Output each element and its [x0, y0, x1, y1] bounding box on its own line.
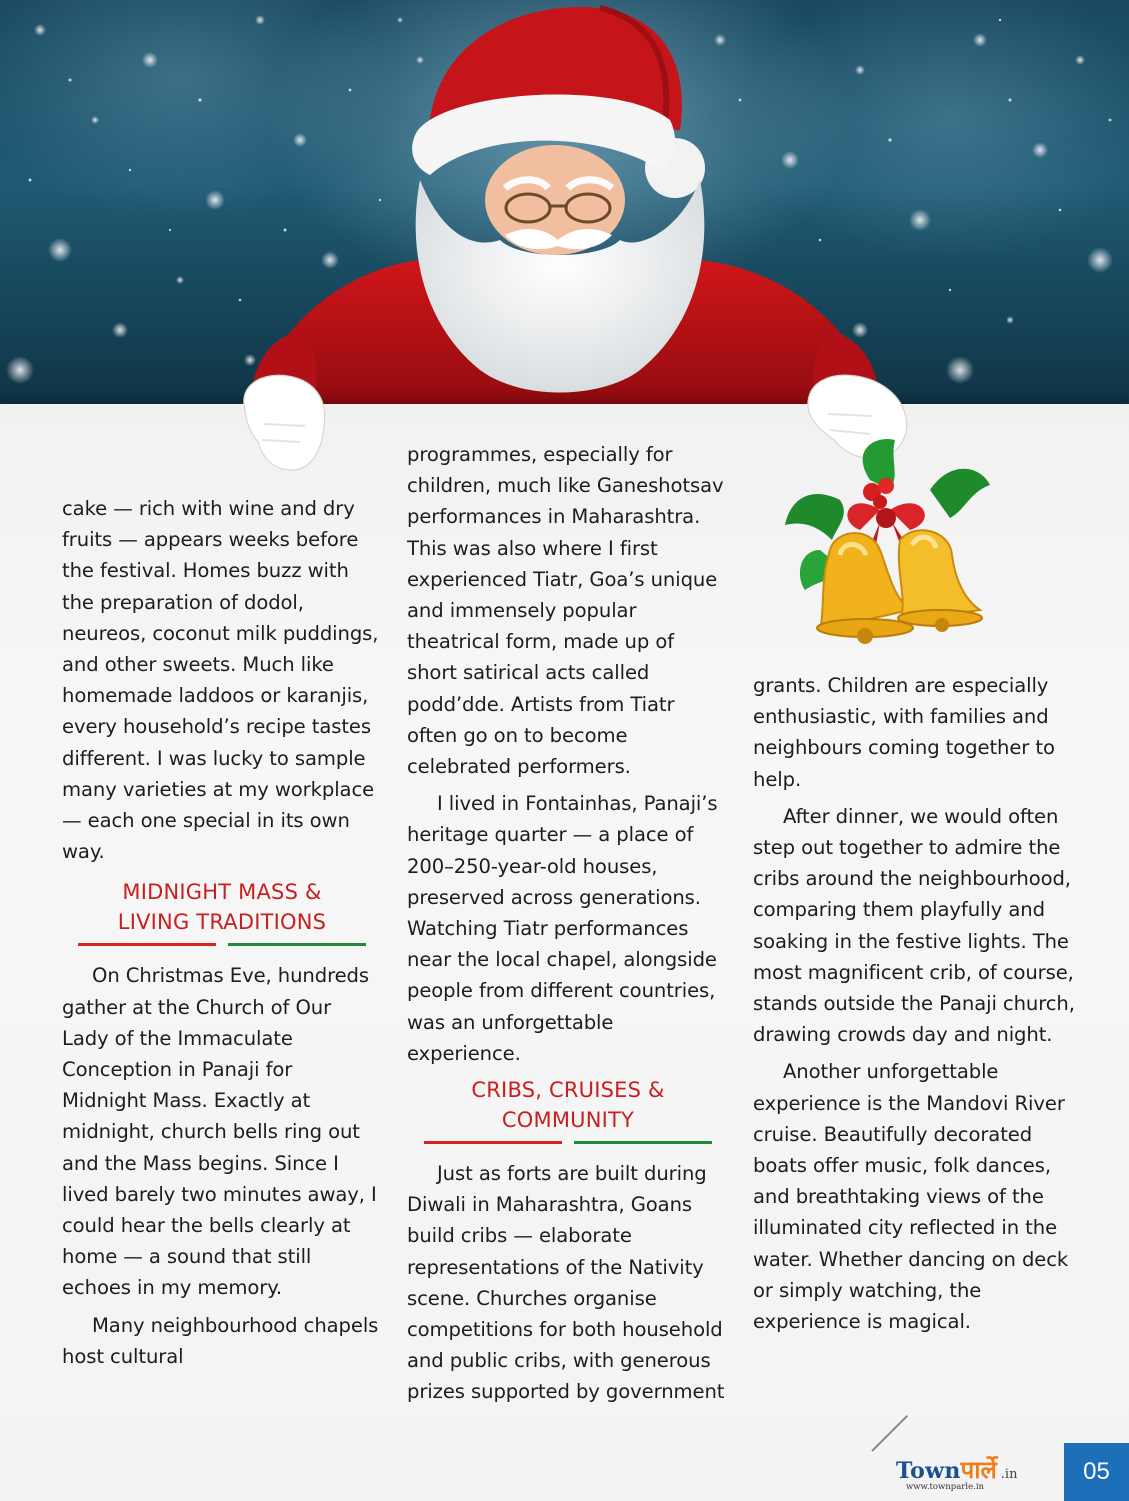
logo-word: Town	[896, 1458, 961, 1484]
divider-green	[228, 943, 366, 946]
paragraph: Another unforgettable experience is the Mandovi River cruise. Beautifully decorated boats offer music, folk dances, and breathtaking views of the illuminated city reflected in the water. Whether dancing on deck or simply watching, the experience is magical.	[753, 1060, 1069, 1334]
paragraph: cake — rich with wine and dry fruits — appears weeks before the festival. Homes buzz with the preparation of dodol, neureos, coconut milk puddings, and other sweets. Much like homemade laddoos or karanjis, every household’s recipe tastes different. I was lucky to sample many varieties at my workplace — each one special in its own way.	[62, 497, 379, 864]
paragraph: programmes, especially for children, much like Ganeshotsav performances in Maharashtra. This was also where I first experienced Tiatr, Goa’s unique and immensely popular theatrical form, made up of short satirical acts called podd’dde. Artists from Tiatr often go on to become celebrated performers.	[407, 443, 724, 779]
paragraph: On Christmas Eve, hundreds gather at the Church of Our Lady of the Immaculate Conception in Panaji for Midnight Mass. Exactly at midnight, church bells ring out and the Mass begins. Since I lived barely two minutes away, I could hear the bells clearly at home — a sound that still echoes in my memory.	[62, 964, 377, 1300]
paragraph: I lived in Fontainhas, Panaji’s heritage quarter — a place of 200–250-year-old houses, preserved across generations. Watching Tiatr performances near the local chapel, alongside people from different countries, was an unforgettable experience.	[407, 792, 718, 1065]
paragraph: Just as forts are built during Diwali in Maharashtra, Goans build cribs — elaborate representations of the Nativity scene. Churches organise competitions for both household and public cribs, with generous prizes supported by government	[407, 1162, 725, 1404]
heading-line: MIDNIGHT MASS &	[122, 880, 322, 905]
divider-red	[78, 943, 216, 946]
christmas-bells-icon	[780, 430, 1000, 650]
logo-url: www.townparle.in	[906, 1482, 985, 1492]
heading-line: COMMUNITY	[501, 1108, 635, 1133]
section-heading	[62, 877, 382, 937]
divider-green	[574, 1141, 712, 1144]
logo-tld: .in	[1000, 1467, 1018, 1482]
heading-divider	[62, 943, 382, 946]
paragraph: grants. Children are especially enthusiastic, with families and neighbours coming together to help.	[753, 674, 1055, 791]
divider-red	[424, 1141, 562, 1144]
heading-line: CRIBS, CRUISES &	[471, 1078, 665, 1103]
paragraph: After dinner, we would often step out together to admire the cribs around the neighbourhood, comparing them playfully and soaking in the festive lights. The most magnificent crib, of course, stands outside the Panaji church, drawing crowds day and night.	[753, 804, 1075, 1047]
section-heading	[407, 1075, 729, 1135]
article-column-2	[407, 439, 729, 1414]
paragraph: Many neighbourhood chapels host cultural	[62, 1313, 379, 1368]
heading-line: LIVING TRADITIONS	[117, 910, 327, 935]
heading-divider	[407, 1141, 729, 1144]
page-number: 05	[1064, 1443, 1129, 1501]
article-column-1	[62, 493, 382, 1378]
townparle-logo[interactable]	[896, 1453, 1017, 1497]
glove-left-icon	[244, 375, 325, 470]
article-column-3	[753, 670, 1083, 1343]
santa-illustration	[0, 0, 1129, 412]
hero-image	[0, 0, 1129, 412]
logo-devanagari: पार्ले	[960, 1456, 997, 1484]
